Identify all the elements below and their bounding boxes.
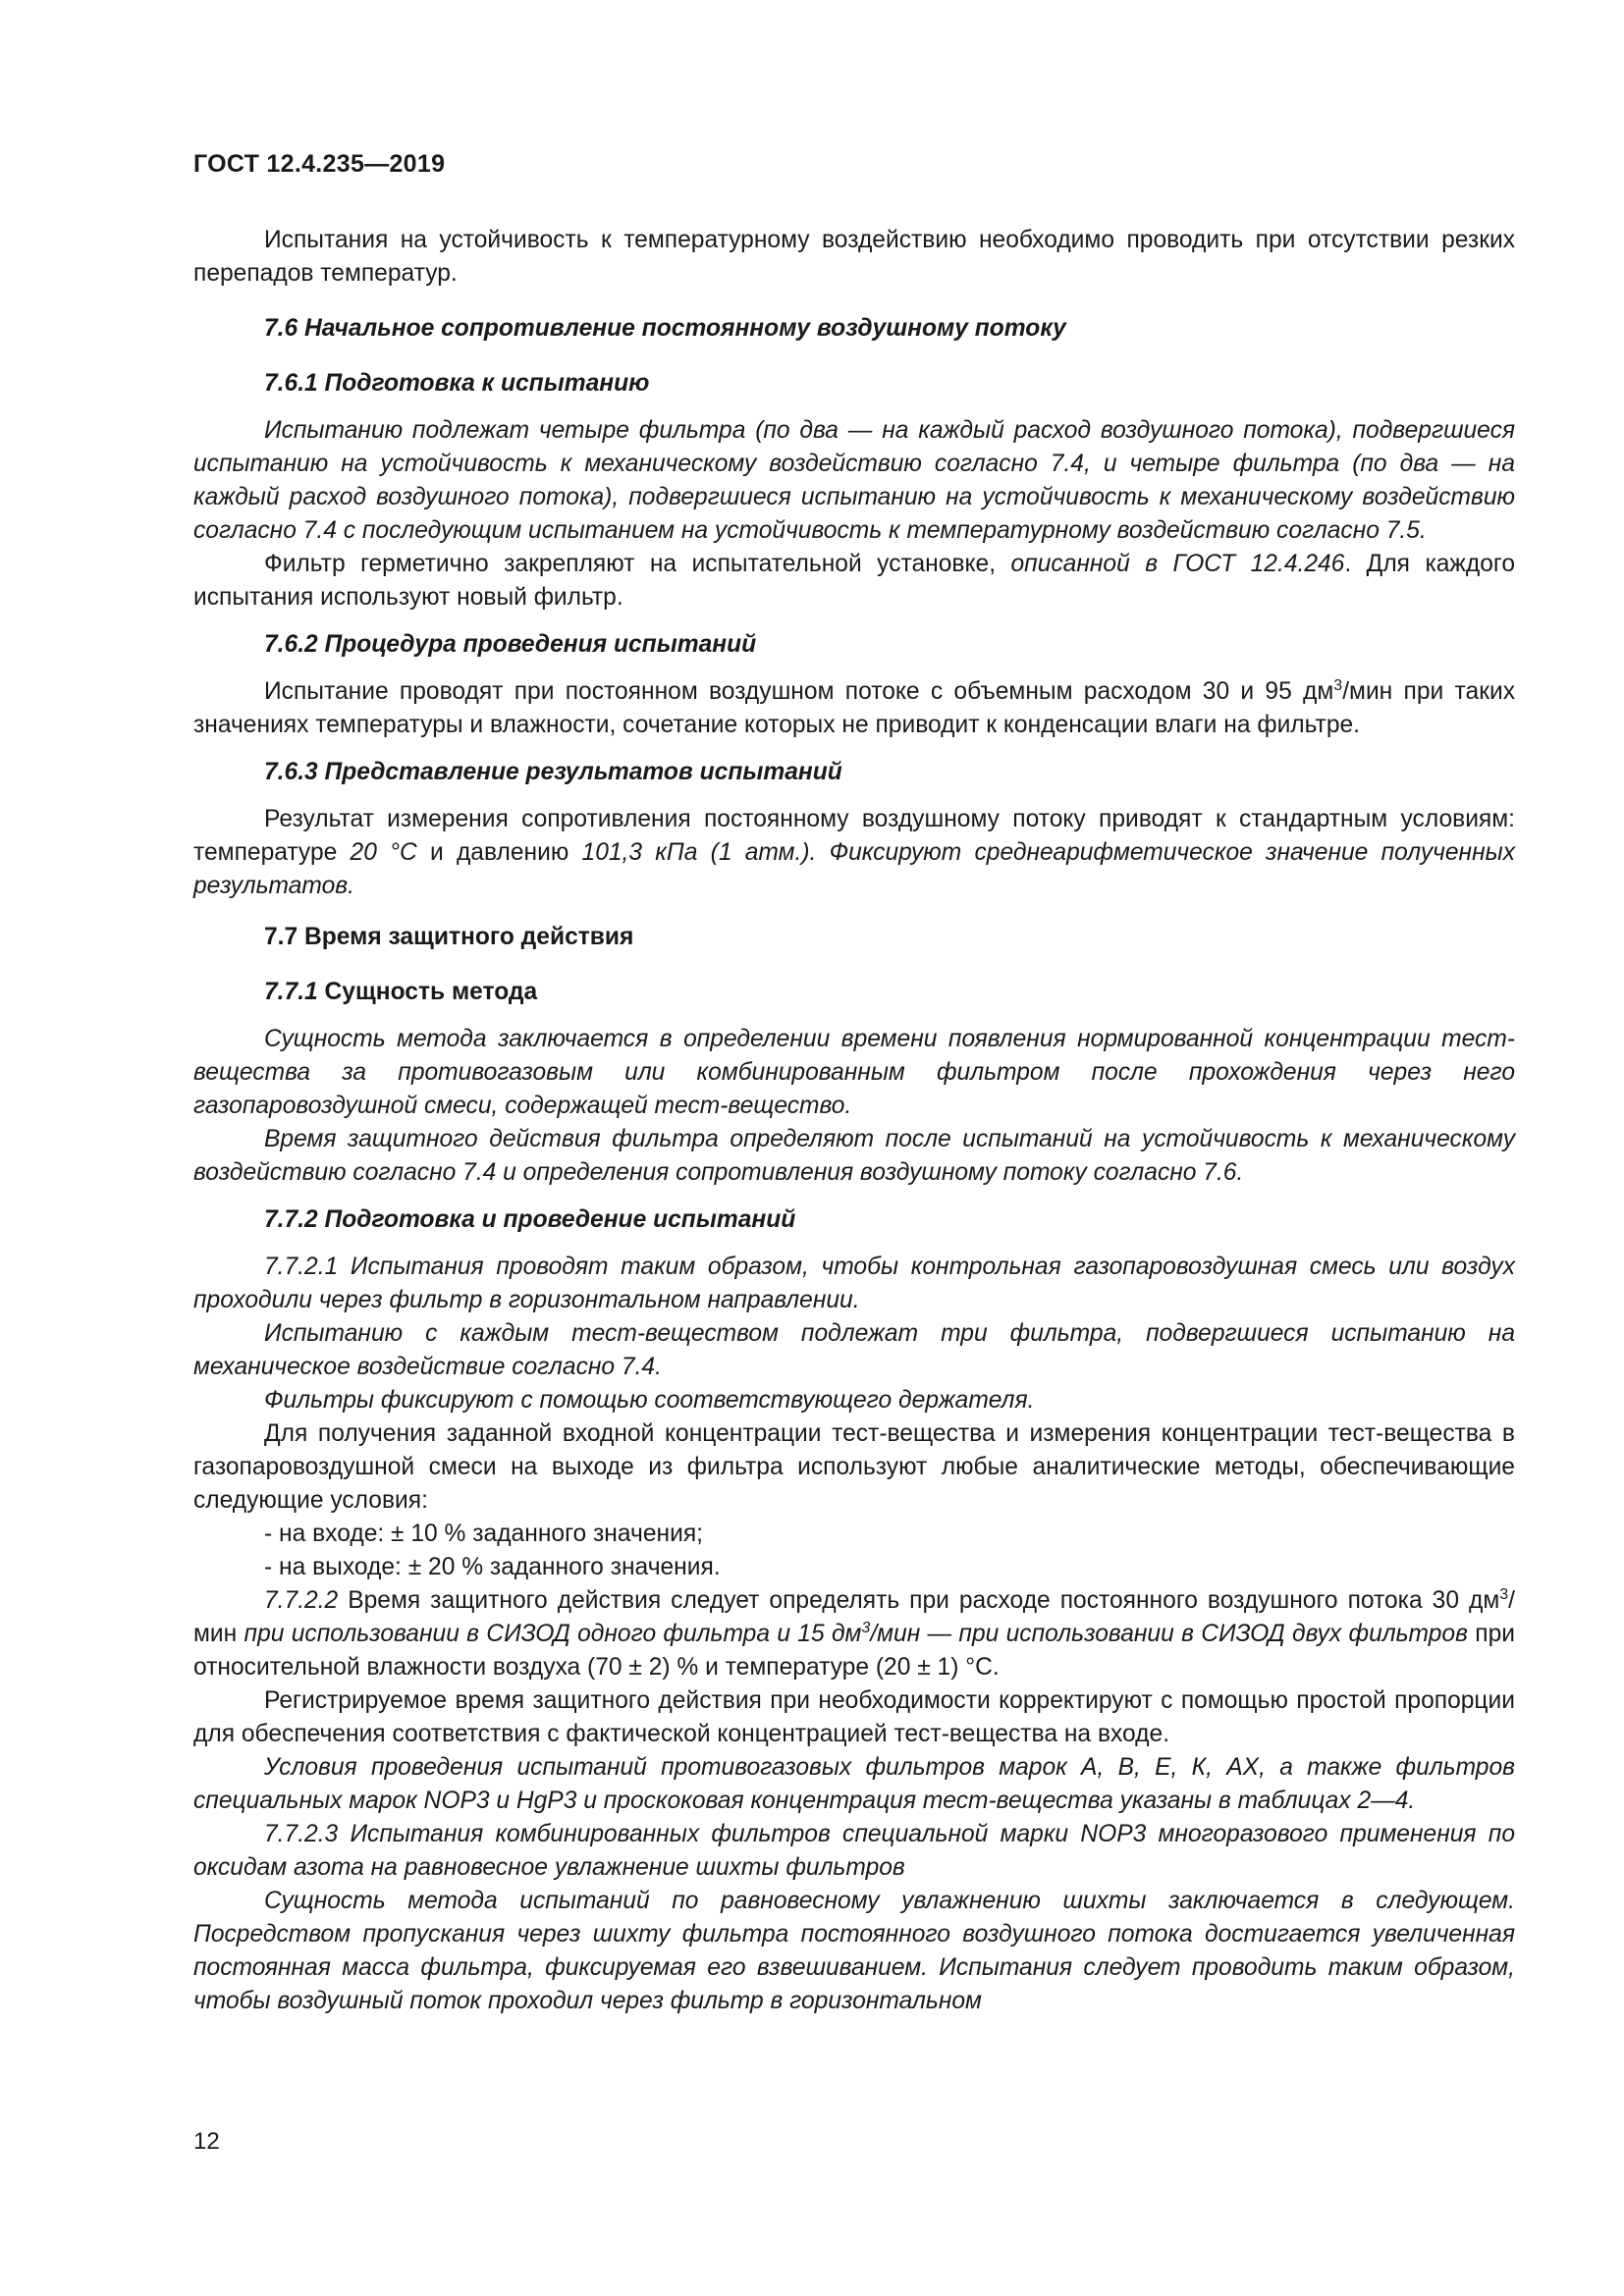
paragraph: Фильтры фиксируют с помощью соответствующего держателя.	[264, 1387, 1035, 1414]
paragraph: Сущность метода испытаний по равновесному увлажнению шихты заключается в следующем. Посредством пропускания через шихту фильтра постоянного воздушного потока достигается увеличенная постоянная масса фильтра, фиксируемая его взвешиванием. Испытания следует проводить таким образом, чтобы воздушный поток проходил через фильтр в горизонтальном	[193, 1888, 1515, 2014]
text-run: 101,3 кПа (1 атм.). Фиксируют среднеарифметическое значение полученных результатов.	[193, 839, 1516, 899]
section-title: Сущность метода	[317, 979, 538, 1005]
text-run: и давлению	[416, 839, 582, 866]
text-run: Время защитного действия следует определять при расходе постоянного воздушного потока 30 дм	[338, 1587, 1500, 1614]
superscript: 3	[1333, 676, 1343, 694]
paragraph: Условия проведения испытаний противогазовых фильтров марок А, В, Е, К, АХ, а также фильтров специальных марок NOP3 и HgP3 и проскоковая концентрация тест-вещества указаны в таблицах 2—4.	[193, 1754, 1515, 1814]
section-heading-7-6-3: 7.6.3 Представление результатов испытаний	[264, 759, 842, 785]
paragraph	[193, 675, 1515, 742]
section-heading-7-7-1	[193, 976, 1515, 1009]
section-heading-7-6-1: 7.6.1 Подготовка к испытанию	[264, 370, 650, 397]
paragraph: Для получения заданной входной концентрации тест-вещества и измерения концентрации тест-вещества в газопаровоздушной смеси на выходе из фильтра используют любые аналитические методы, обеспечивающие следующие условия:	[193, 1420, 1515, 1514]
text-run: . Для каждого испытания используют новый фильтр.	[193, 551, 1516, 611]
paragraph	[193, 1584, 1515, 1684]
section-number: 7.7.1	[264, 979, 318, 1005]
paragraph: Сущность метода заключается в определении времени появления нормированной концентрации тест-вещества за противогазовым или комбинированным фильтром после прохождения через него газопаровоздушной смеси, содержащей тест-вещество.	[193, 1026, 1515, 1119]
paragraph	[193, 803, 1515, 903]
paragraph: Испытания на устойчивость к температурному воздействию необходимо проводить при отсутствии резких перепадов температур.	[193, 227, 1515, 287]
paragraph: Испытанию с каждым тест-веществом подлежат три фильтра, подвергшиеся испытанию на механическое воздействие согласно 7.4.	[193, 1320, 1515, 1380]
paragraph: 7.7.2.3 Испытания комбинированных фильтров специальной марки NOP3 многоразового применения по оксидам азота на равновесное увлажнение шихты фильтров	[193, 1821, 1515, 1881]
document-header: ГОСТ 12.4.235—2019	[193, 150, 446, 178]
section-heading-7-6-2: 7.6.2 Процедура проведения испытаний	[264, 631, 757, 658]
page-number: 12	[193, 2128, 220, 2155]
list-item: - на выходе: ± 20 % заданного значения.	[264, 1554, 721, 1580]
text-run: Результат измерения сопротивления постоянному воздушному потоку приводят к стандартным условиям: температуре	[193, 806, 1515, 866]
document-body	[193, 224, 1515, 2018]
superscript: 3	[1499, 1585, 1509, 1603]
list-item: - на входе: ± 10 % заданного значения;	[264, 1521, 703, 1547]
paragraph: Время защитного действия фильтра определяют после испытаний на устойчивость к механическому воздействию согласно 7.4 и определения сопротивления воздушному потоку согласно 7.6.	[193, 1126, 1515, 1186]
section-heading-7-7-2: 7.7.2 Подготовка и проведение испытаний	[264, 1206, 796, 1233]
text-run: Фильтр герметично закрепляют на испытательной установке,	[264, 551, 1011, 577]
reference-link: описанной в ГОСТ 12.4.246	[1010, 551, 1345, 577]
paragraph: Регистрируемое время защитного действия при необходимости корректируют с помощью простой пропорции для обеспечения соответствия с фактической концентрацией тест-вещества на входе.	[193, 1687, 1515, 1747]
clause-number: 7.7.2.2	[264, 1587, 339, 1614]
paragraph	[193, 548, 1515, 614]
text-run: Испытание проводят при постоянном воздушном потоке с объемным расходом 30 и 95 дм	[264, 678, 1334, 705]
section-heading-7-6: 7.6 Начальное сопротивление постоянному воздушному потоку	[264, 315, 1066, 342]
paragraph: 7.7.2.1 Испытания проводят таким образом, чтобы контрольная газопаровоздушная смесь или воздух проходили через фильтр в горизонтальном направлении.	[193, 1254, 1515, 1313]
text-run: при относительной влажности воздуха (70 ± 2) % и температуре (20 ± 1) °С.	[193, 1621, 1515, 1681]
text-run: 20 °С	[350, 839, 417, 866]
paragraph: Испытанию подлежат четыре фильтра (по два — на каждый расход воздушного потока), подвергшиеся испытанию на устойчивость к механическому воздействию согласно 7.4, и четыре фильтра (по два — на каждый расход воздушного потока), подвергшиеся испытанию на устойчивость к механическому воздействию согласно 7.4 с последующим испытанием на устойчивость к температурному воздействию согласно 7.5.	[193, 417, 1515, 544]
text-run: /мин	[193, 1587, 1515, 1647]
superscript: 3	[861, 1619, 871, 1636]
text-run: /мин при таких значениях температуры и влажности, сочетание которых не приводит к конденсации влаги на фильтре.	[193, 678, 1515, 738]
section-heading-7-7: 7.7 Время защитного действия	[264, 924, 634, 950]
text-run: при использовании в СИЗОД одного фильтра и 15 дм	[244, 1621, 862, 1647]
text-run: /мин — при использовании в СИЗОД двух фильтров	[870, 1621, 1468, 1647]
